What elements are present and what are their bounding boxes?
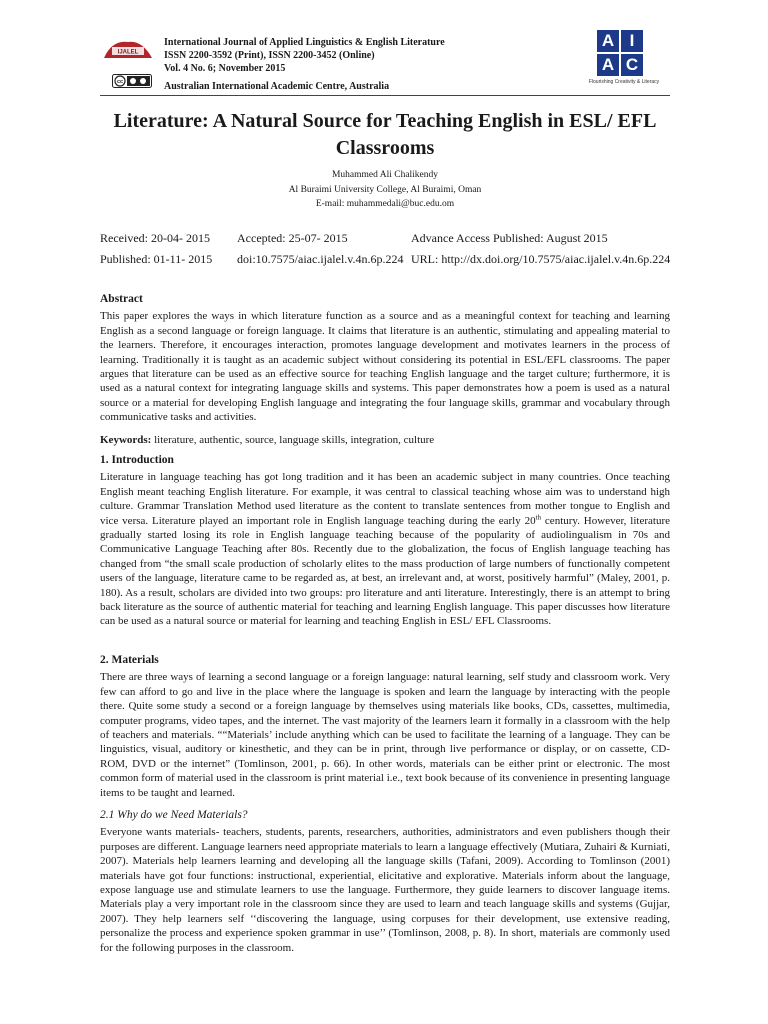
why-materials-section (100, 808, 670, 955)
why-materials-text: Everyone wants materials- teachers, students, parents, researchers, authorities, administrators and even publishers though their purposes are different. Language learners need appropriate materials to learn a language effectively (Mutiara, Zuhairi & Kurniati, 2007). Materials help learners learning and developing all the language skills (Tafani, 2009). According to Tomlinson (2001) materials have got four functions: instructional, experiential, elicitative and explorative. Materials inform about the language, expose language use and stimulate learners to use the language. Furthermore, they guide learners to discover language items. Materials play a very important role in the classroom since they are used to learn and teach language skills and systems (Gujjar, 2007). They help learners self ‘‘discovering the language, using corpuses for their development, use extensive reading, personalize the process and experience spoken grammar in use’’ (Tomlinson, 2008, p. 8). In short, materials are commonly used for the following purposes in the classroom. (100, 826, 670, 954)
abstract-heading: Abstract (100, 293, 143, 305)
journal-name: International Journal of Applied Linguistics & English Literature (164, 37, 445, 48)
materials-text: There are three ways of learning a second language or a foreign language: natural learning, self study and classroom work. Very few can afford to go and live in the place where the language is spoken and learn the language by interacting with the people there. Quite some study a second or a foreign language by themselves using materials like books, CDs, cassettes, multimedia, computer programs, video tapes, and the internet. The vast majority of the learners learn it formally in a classroom with the help of teachers and materials. ““Materials’ include anything which can be used to facilitate the learning of a language. They can be linguistics, visual, auditory or kinesthetic, and they can be in print, through live performance or display, or on cassette, CD-ROM, DVD or the internet” (Tomlinson, 2001, p. 66). In other words, materials can be either print or electronic. The most common form of material used in the classroom is print material i.e., text book because of its convenience in presenting language items to be taught and learned. (100, 671, 670, 799)
keywords-line (100, 433, 670, 447)
author-block (100, 168, 670, 212)
published-date: Published: 01-11- 2015 (100, 252, 213, 266)
aiac-letter: A (597, 54, 619, 76)
keywords-label: Keywords: (100, 434, 152, 446)
why-materials-heading: 2.1 Why do we Need Materials? (100, 809, 248, 821)
keywords-text: literature, authentic, source, language skills, integration, culture (151, 434, 435, 446)
journal-logo-text: IJALEL (117, 49, 139, 56)
header-divider (100, 95, 670, 96)
volume-line: Vol. 4 No. 6; November 2015 (164, 63, 286, 74)
received-date: Received: 20-04- 2015 (100, 231, 210, 245)
materials-heading: 2. Materials (100, 654, 159, 666)
issn-line: ISSN 2200-3592 (Print), ISSN 2200-3452 (Online) (164, 50, 375, 61)
author-name: Muhammed Ali Chalikendy (331, 170, 439, 180)
journal-header (100, 30, 670, 100)
creative-commons-icon (112, 74, 152, 88)
publisher-line: Australian International Academic Centre, Australia (164, 81, 390, 92)
cc-logo-text: cc (116, 79, 124, 85)
aiac-letter: C (621, 54, 643, 76)
doi: doi:10.7575/aiac.ijalel.v.4n.6p.224 (237, 252, 404, 266)
materials-section (100, 653, 670, 800)
aiac-letter: A (597, 30, 619, 52)
doi-url[interactable]: URL: http://dx.doi.org/10.7575/aiac.ijalel.v.4n.6p.224 (411, 252, 671, 266)
paper-title: Literature: A Natural Source for Teaching English in ESL/ EFL Classrooms (113, 110, 657, 159)
introduction-heading: 1. Introduction (100, 454, 174, 466)
author-email: E-mail: muhammedali@buc.edu.om (315, 199, 455, 209)
aiac-tagline: Flourishing Creativity & Literacy (588, 79, 660, 85)
abstract-text: This paper explores the ways in which literature function as a source and as a meaningful context for teaching and learning English as a second language or foreign language. It claims that literature is an authentic, stimulating and appealing material to the learners. Therefore, it encourages interaction, promotes language development and motivates learners in the process of learning. Traditionally it is taught as an academic subject without considering its potential in ESL/EFL classrooms. The paper argues that literature can be used as an effective source for teaching English language and the target culture; furthermore, it is used as a natural context for integrating language skills and systems. This paper demonstrates how a poem is used as a natural source or a material for developing English language and integrating the four language skills, grammar and vocabulary through communicative tasks and activities. (100, 310, 670, 424)
journal-logo (102, 38, 154, 60)
introduction-text: Literature in language teaching has got long tradition and it has been an academic subject in many countries. Once teaching English meant teaching English literature. For example, it was central to classical teaching whose aim was to understand high culture. Grammar Translation Method used literature as the content to translate sentences from mother tongue to English and vice versa. Literature played an important role in English language teaching during the early 20th century. However, literature gradually started losing its role in English language teaching because of the popularity of audiolingualism in 70s and Communicative Language Teaching after 80s. Recently due to the globalization, the focus of English language teaching has changed from “the small scale production of scholarly elites to the mass production of large numbers of functionally competent users of the language, literature came to be regarded as, at best, an irrelevant and, at worst, positively harmful” (Maley, 2001, p. 180). As a result, scholars are divided into two groups: pro literature and anti literature. Interestingly, there is an attempt to bring back literature as the source of authentic material for teaching and learning English language. This paper discusses how literature can be used as a natural source or material for learning and teaching English in ESL/ EFL Classrooms. (100, 471, 670, 628)
abstract-section (100, 292, 670, 425)
aiac-letter: I (621, 30, 643, 52)
introduction-section (100, 453, 670, 629)
aiac-logo (597, 30, 643, 76)
advance-access-date: Advance Access Published: August 2015 (411, 231, 608, 245)
accepted-date: Accepted: 25-07- 2015 (237, 231, 348, 245)
author-affiliation: Al Buraimi University College, Al Buraimi, Oman (288, 184, 482, 195)
